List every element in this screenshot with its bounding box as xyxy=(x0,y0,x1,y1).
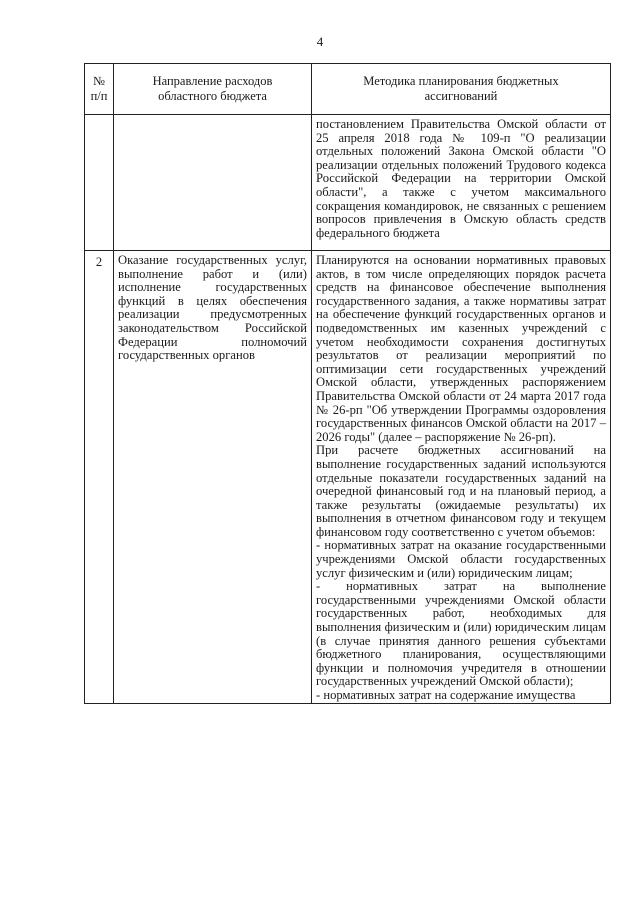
method-list-item: - нормативных затрат на содержание имущества xyxy=(316,688,576,702)
method-paragraph: При расчете бюджетных ассигнований на выполнение государственных заданий используются отдельные показатели государственных заданий на очередной финансовый год и на плановый период, а также результаты (ожидаемые результаты) их выполнения в отчетном финансовом году и текущем финансовом году соответственно с учетом объемов: xyxy=(316,443,606,539)
header-direction: Направление расходов областного бюджета xyxy=(114,64,312,115)
table-header-row xyxy=(85,64,611,115)
method-list-item: - нормативных затрат на оказание государственными учреждениями Омской области государственных услуг физическим и (или) юридическим лицам; xyxy=(316,538,606,580)
cell-direction xyxy=(114,115,312,251)
cell-number xyxy=(85,115,114,251)
budget-method-table xyxy=(84,63,611,704)
header-number: № п/п xyxy=(85,64,114,115)
cell-number: 2 xyxy=(85,251,114,704)
method-paragraph: Планируются на основании нормативных правовых актов, в том числе определяющих порядок расчета средств на финансовое обеспечение выполнения государственного задания, а также нормативы затрат на обеспечение функций государственных органов и подведомственных им казенных учреждений с учетом необходимости сохранения достигнутых результатов от реализации мероприятий по оптимизации сети государственных учреждений Омской области, утвержденных распоряжением Правительства Омской области от 24 марта 2017 года № 26-рп "Об утверждении Программы оздоровления государственных финансов Омской области на 2017 – 2026 годы" (далее – распоряжение № 26-рп). xyxy=(316,253,606,444)
table-row xyxy=(85,251,611,704)
cell-direction: Оказание государственных услуг, выполнение работ и (или) исполнение государственных функций в целях обеспечения реализации предусмотренных законодательством Российской Федерации полномочий государственных органов xyxy=(114,251,312,704)
header-method: Методика планирования бюджетных ассигнований xyxy=(312,64,611,115)
cell-method xyxy=(312,251,611,704)
page-number: 4 xyxy=(316,34,324,49)
cell-method: постановлением Правительства Омской области от 25 апреля 2018 года № 109-п "О реализации отдельных положений Закона Омской области "О реализации отдельных положений Трудового кодекса Российской Федерации на территории Омской области", а также с учетом максимального сокращения командировок, не связанных с решением вопросов привлечения в Омскую область средств федерального бюджета xyxy=(312,115,611,251)
table-row-continuation xyxy=(85,115,611,251)
method-list-item: - нормативных затрат на выполнение государственными учреждениями Омской области государственных работ, необходимых для выполнения физическим и (или) юридическим лицам (в случае принятия данного решения субъектами бюджетного планирования, осуществляющими функции и полномочия учредителя в отношении государственных учреждений Омской области); xyxy=(316,579,606,689)
